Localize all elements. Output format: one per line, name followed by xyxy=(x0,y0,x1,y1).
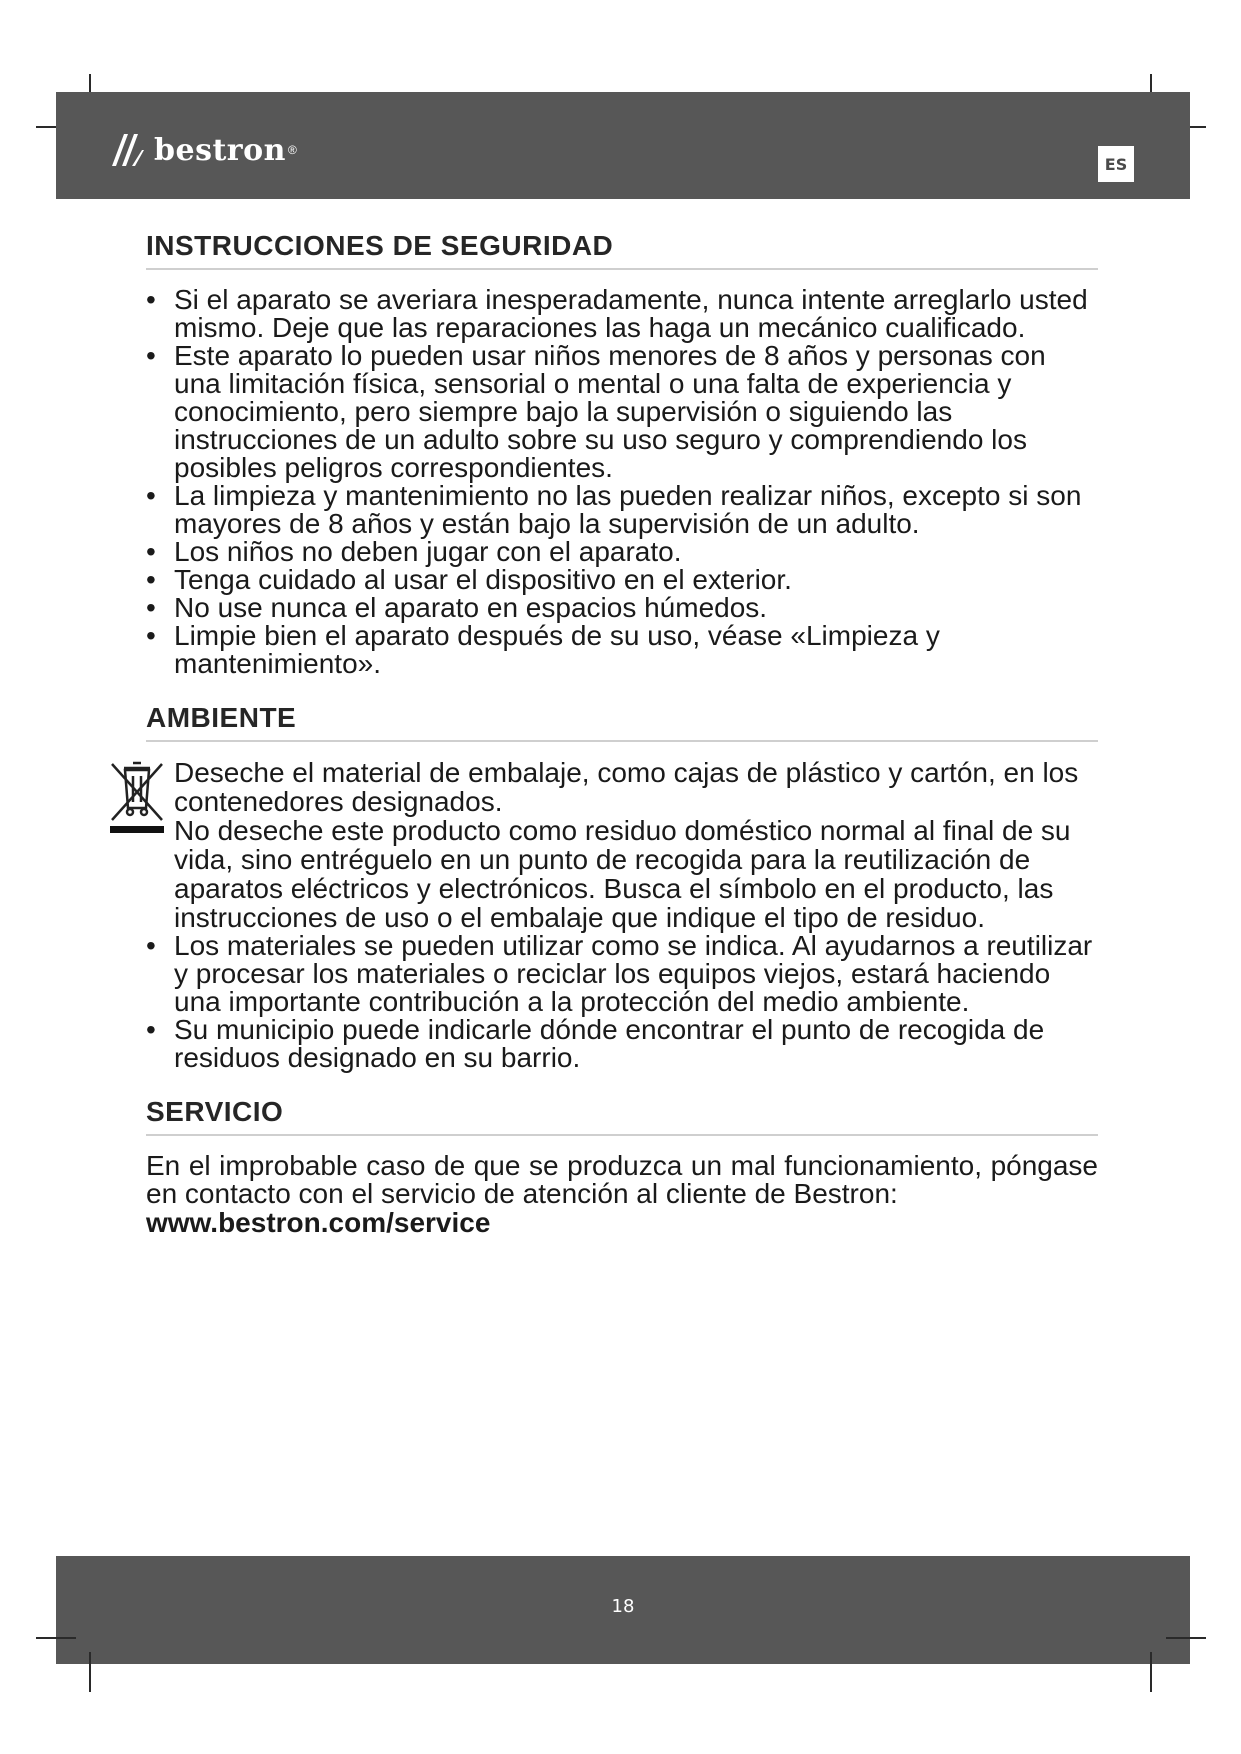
chevron-logo-icon xyxy=(108,130,148,170)
page-content xyxy=(146,230,1098,1262)
crop-mark-br-v xyxy=(1150,1652,1152,1692)
environment-block xyxy=(146,758,1098,1072)
environment-paragraph-2: No deseche este producto como residuo doméstico normal al final de su vida, sino entréguelo en un punto de recogida para la reutilización de aparatos eléctricos y electrónicos. Busca el símbolo en el producto, las instrucciones de uso o el embalaje que indique el tipo de residuo. xyxy=(174,815,1071,933)
crop-mark-br-h xyxy=(1166,1637,1206,1639)
list-item: • No use nunca el aparato en espacios húmedos. xyxy=(146,592,768,623)
footer-band xyxy=(56,1556,1190,1664)
list-item: • La limpieza y mantenimiento no las pueden realizar niños, excepto si son mayores de 8 años y están bajo la supervisión de un adulto. xyxy=(146,480,1082,539)
page-number: 18 xyxy=(611,1596,635,1617)
environment-title: AMBIENTE xyxy=(146,702,1098,742)
safety-list xyxy=(146,286,1098,678)
list-item: • Si el aparato se averiara inesperadamente, nunca intente arreglarlo usted mismo. Deje que las reparaciones las haga un mecánico cualificado. xyxy=(146,284,1088,343)
list-item: • Los materiales se pueden utilizar como se indica. Al ayudarnos a reutilizar y procesar los materiales o reciclar los equipos viejos, estará haciendo una importante contribución a la protección del medio ambiente. xyxy=(146,930,1093,1017)
list-item: • Tenga cuidado al usar el dispositivo en el exterior. xyxy=(146,564,792,595)
list-item: • Los niños no deben jugar con el aparato. xyxy=(146,536,682,567)
list-item: • Este aparato lo pueden usar niños menores de 8 años y personas con una limitación física, sensorial o mental o una falta de experiencia y conocimiento, pero siempre bajo la supervisión o siguiendo las instrucciones de un adulto sobre su uso seguro y comprendiendo los posibles peligros correspondientes. xyxy=(146,340,1046,483)
environment-section xyxy=(146,702,1098,1072)
weee-crossed-bin-icon xyxy=(108,760,166,838)
environment-list xyxy=(146,932,1098,1072)
list-item: • Limpie bien el aparato después de su uso, véase «Limpieza y mantenimiento». xyxy=(146,620,940,679)
service-section xyxy=(146,1096,1098,1238)
safety-title: INSTRUCCIONES DE SEGURIDAD xyxy=(146,230,1098,270)
registered-mark: ® xyxy=(287,143,297,157)
list-item: • Su municipio puede indicarle dónde encontrar el punto de recogida de residuos designado en su barrio. xyxy=(146,1014,1045,1073)
crop-mark-bl-v xyxy=(89,1652,91,1692)
environment-paragraph-1: Deseche el material de embalaje, como cajas de plástico y cartón, en los contenedores designados. xyxy=(174,757,1079,817)
language-badge: ES xyxy=(1098,146,1134,182)
service-link[interactable]: www.bestron.com/service xyxy=(146,1207,491,1238)
crop-mark-bl-h xyxy=(36,1637,76,1639)
header-band xyxy=(56,92,1190,199)
brand-name: bestron xyxy=(154,132,286,168)
service-title: SERVICIO xyxy=(146,1096,1098,1136)
service-text: En el improbable caso de que se produzca un mal funcionamiento, póngase en contacto con el servicio de atención al cliente de Bestron: xyxy=(146,1150,1098,1209)
brand-logo xyxy=(108,128,297,172)
safety-section xyxy=(146,230,1098,678)
